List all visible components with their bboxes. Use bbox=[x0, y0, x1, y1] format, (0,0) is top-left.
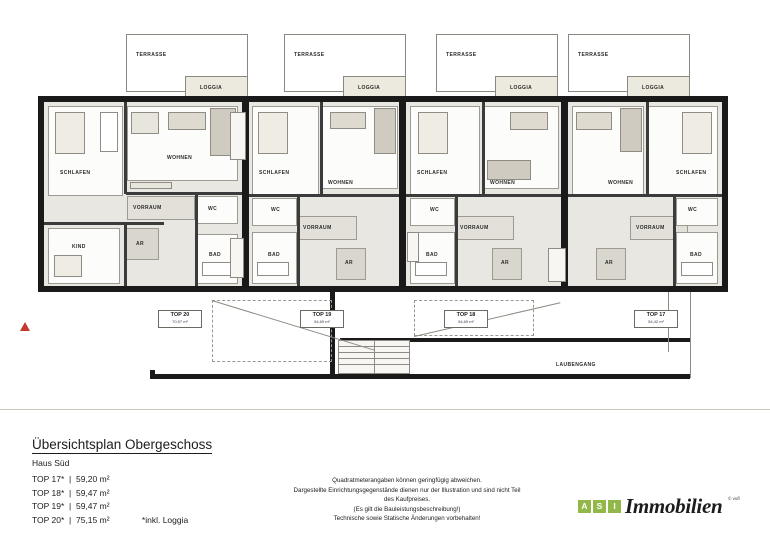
unit-stamp-top19 bbox=[300, 310, 344, 328]
unit-label: TOP 18* bbox=[32, 487, 65, 498]
label-vorraum-top17: VORRAUM bbox=[636, 225, 665, 231]
loggia-label-top20: LOGGIA bbox=[200, 85, 223, 91]
partition bbox=[320, 102, 323, 194]
partition bbox=[482, 102, 485, 194]
unit-area: 59,47 m² bbox=[75, 487, 110, 498]
disclaimer-line: Dargestellte Einrichtungsgegenstände dienen nur der Illustration und sind nicht Teil bbox=[293, 486, 521, 494]
disclaimer-line: Quadratmeterangaben können geringfügig abweichen. bbox=[332, 477, 482, 484]
label-ar-top18: AR bbox=[501, 260, 510, 266]
terrace-label-top19: TERRASSE bbox=[294, 52, 325, 58]
bathtub-furniture bbox=[681, 262, 713, 276]
outer-wall-bottom bbox=[38, 286, 728, 292]
shaft bbox=[548, 248, 566, 282]
kitchen-furniture bbox=[620, 108, 642, 152]
unit-stamp-area: 54,69 m² bbox=[458, 319, 474, 324]
partition bbox=[124, 222, 127, 286]
logo-trademark: © vufl bbox=[728, 496, 740, 501]
partition bbox=[297, 196, 300, 286]
bathtub-furniture bbox=[202, 262, 232, 276]
shaft bbox=[407, 232, 419, 262]
unit-area-row bbox=[32, 500, 188, 514]
table-furniture bbox=[131, 112, 159, 134]
unit-stamp-area: 54,69 m² bbox=[314, 319, 330, 324]
stair-center-line bbox=[374, 340, 375, 374]
unit-stamp-name: TOP 17 bbox=[646, 312, 666, 318]
label-vorraum-top19: VORRAUM bbox=[303, 225, 332, 231]
disclaimer-line: (Es gilt die Bauleistungsbeschreibung!) bbox=[353, 505, 461, 513]
unit-stamp-area: 54,42 m² bbox=[648, 319, 664, 324]
label-wohnen-top18: WOHNEN bbox=[490, 180, 516, 186]
loggia-label-top18: LOGGIA bbox=[510, 85, 533, 91]
separator: | bbox=[66, 514, 74, 525]
unit-area-row bbox=[32, 514, 188, 528]
terrace-label-top17: TERRASSE bbox=[578, 52, 609, 58]
unit-stamp-name: TOP 18 bbox=[456, 312, 476, 318]
company-logo bbox=[578, 494, 746, 524]
sideboard-furniture bbox=[130, 182, 172, 189]
unit-area: 59,20 m² bbox=[75, 474, 110, 484]
label-wohnen-top19: WOHNEN bbox=[328, 180, 354, 186]
loggia-label-top19: LOGGIA bbox=[358, 85, 381, 91]
room-wc-top20 bbox=[197, 196, 238, 224]
kitchen-furniture bbox=[374, 108, 396, 154]
partition bbox=[406, 194, 561, 197]
unit-stamp-area: 70,97 m² bbox=[172, 319, 188, 324]
party-wall-2 bbox=[399, 96, 406, 292]
label-wohnen-top17: WOHNEN bbox=[608, 180, 634, 186]
wardrobe-furniture bbox=[100, 112, 118, 152]
logo-square-a: A bbox=[578, 500, 591, 513]
unit-area-row bbox=[32, 473, 188, 487]
logo-square-i: I bbox=[608, 500, 621, 513]
unit-stamp-top18 bbox=[444, 310, 488, 328]
partition bbox=[44, 222, 164, 225]
terrace-label-top20: TERRASSE bbox=[136, 52, 167, 58]
partition bbox=[673, 196, 676, 286]
title-block bbox=[0, 410, 770, 544]
label-schlafen-top18: SCHLAFEN bbox=[417, 170, 448, 176]
bed-furniture bbox=[682, 112, 712, 154]
label-wc-top20: WC bbox=[208, 206, 218, 212]
label-vorraum-top20: VORRAUM bbox=[133, 205, 162, 211]
partition bbox=[646, 102, 649, 194]
label-bad-top17: BAD bbox=[690, 252, 703, 258]
disclaimer-text bbox=[262, 476, 552, 524]
unit-label: TOP 17* bbox=[32, 474, 65, 484]
disclaimer-line: des Kaufpreises. bbox=[383, 496, 431, 503]
deck-wall-end bbox=[150, 370, 155, 379]
partition bbox=[249, 194, 399, 197]
logo-wordmark: Immobilien bbox=[625, 494, 723, 518]
label-wc-top18: WC bbox=[430, 207, 440, 213]
unit-label: TOP 20* bbox=[32, 514, 65, 525]
child-bed-furniture bbox=[54, 255, 82, 277]
label-ar-top20: AR bbox=[136, 241, 145, 247]
loggia-label-top17: LOGGIA bbox=[642, 85, 665, 91]
label-bad-top19: BAD bbox=[268, 252, 281, 258]
north-arrow-icon bbox=[20, 322, 30, 331]
shaft bbox=[230, 238, 244, 278]
outer-wall-right bbox=[722, 96, 728, 292]
room-bad-top17 bbox=[676, 232, 718, 284]
deck-edge bbox=[150, 374, 690, 379]
bed-furniture bbox=[55, 112, 85, 154]
separator: | bbox=[66, 474, 74, 484]
bed-furniture bbox=[418, 112, 448, 154]
unit-area: 59,47 m² bbox=[75, 501, 110, 511]
partition bbox=[455, 196, 458, 286]
sofa-furniture bbox=[510, 112, 548, 130]
label-schlafen-top17: SCHLAFEN bbox=[676, 170, 707, 176]
label-schlafen-top19: SCHLAFEN bbox=[259, 170, 290, 176]
room-bad-top19 bbox=[252, 232, 297, 284]
label-bad-top18: BAD bbox=[426, 252, 439, 258]
partition bbox=[126, 192, 242, 195]
label-wc-top19: WC bbox=[271, 207, 281, 213]
unit-area-row bbox=[32, 487, 188, 501]
unit-stamp-name: TOP 20 bbox=[170, 312, 190, 318]
projection-line bbox=[690, 292, 691, 378]
shaft bbox=[230, 112, 246, 160]
label-kind-top20: KIND bbox=[72, 244, 86, 250]
label-laubengang: LAUBENGANG bbox=[556, 362, 596, 368]
label-wc-top17: WC bbox=[688, 207, 698, 213]
separator: | bbox=[66, 501, 74, 511]
bathtub-furniture bbox=[415, 262, 447, 276]
sofa-furniture bbox=[576, 112, 612, 130]
sofa-furniture bbox=[330, 112, 366, 129]
unit-label: TOP 19* bbox=[32, 501, 65, 511]
label-wohnen-top20: WOHNEN bbox=[167, 155, 193, 161]
unit-area: 75,15 m² bbox=[75, 514, 110, 525]
logo-square-s: S bbox=[593, 500, 606, 513]
bed-furniture bbox=[258, 112, 288, 154]
partition bbox=[124, 102, 127, 194]
unit-stamp-name: TOP 19 bbox=[312, 312, 332, 318]
kitchen-furniture bbox=[487, 160, 531, 180]
terrace-label-top18: TERRASSE bbox=[446, 52, 477, 58]
partition bbox=[195, 194, 198, 286]
label-bad-top20: BAD bbox=[209, 252, 222, 258]
unit-area-list bbox=[32, 473, 188, 527]
label-ar-top19: AR bbox=[345, 260, 354, 266]
unit-stamp-top20 bbox=[158, 310, 202, 328]
unit-stamp-top17 bbox=[634, 310, 678, 328]
page-subtitle: Haus Süd bbox=[32, 458, 70, 468]
partition bbox=[568, 194, 722, 197]
disclaimer-line: Technische sowie Statische Änderungen vorbehalten! bbox=[333, 515, 481, 522]
page-title: Übersichtsplan Obergeschoss bbox=[32, 437, 213, 452]
label-vorraum-top18: VORRAUM bbox=[460, 225, 489, 231]
sofa-furniture bbox=[168, 112, 206, 130]
bathtub-furniture bbox=[257, 262, 289, 276]
separator: | bbox=[66, 487, 74, 498]
label-schlafen-top20: SCHLAFEN bbox=[60, 170, 91, 176]
unit-footnote: *inkl. Loggia bbox=[141, 514, 189, 525]
label-ar-top17: AR bbox=[605, 260, 614, 266]
